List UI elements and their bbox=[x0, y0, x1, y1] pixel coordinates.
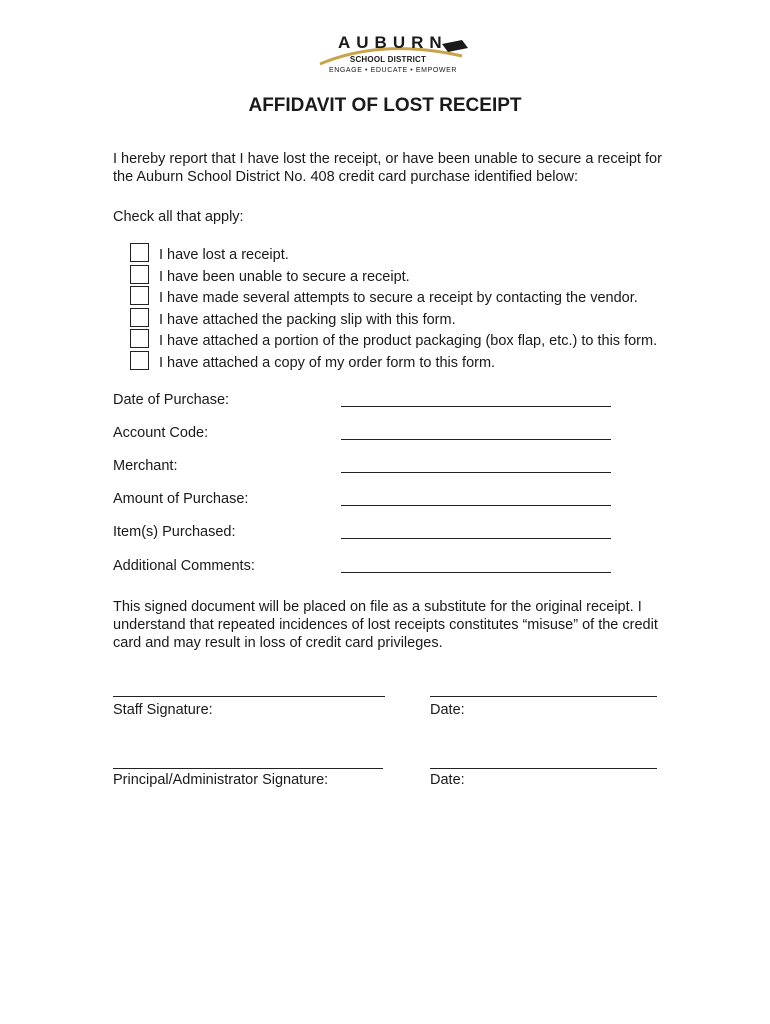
principal-signature-label: Principal/Administrator Signature: bbox=[113, 772, 329, 788]
checkbox-packing-slip[interactable] bbox=[130, 308, 149, 327]
additional-comments-input[interactable] bbox=[341, 572, 611, 573]
amount-of-purchase-input[interactable] bbox=[341, 505, 611, 506]
checklist-label: I have attached the packing slip with this form. bbox=[159, 311, 456, 328]
items-purchased-input[interactable] bbox=[341, 538, 611, 539]
checklist-label: I have been unable to secure a receipt. bbox=[159, 268, 410, 285]
page-title: AFFIDAVIT OF LOST RECEIPT bbox=[248, 95, 522, 116]
principal-date-label: Date: bbox=[430, 772, 465, 788]
checkbox-unable-to-secure[interactable] bbox=[130, 265, 149, 284]
field-label: Item(s) Purchased: bbox=[113, 524, 236, 540]
field-additional-comments bbox=[113, 558, 613, 578]
logo-subtitle: SCHOOL DISTRICT bbox=[349, 55, 427, 64]
field-merchant bbox=[113, 458, 613, 478]
intro-paragraph: I hereby report that I have lost the receipt, or have been unable to secure a receipt for the Auburn School District No. 408 credit card purchase identified below: bbox=[113, 151, 662, 185]
checklist-label: I have attached a copy of my order form to this form. bbox=[159, 354, 496, 371]
date-of-purchase-input[interactable] bbox=[341, 406, 611, 407]
checkbox-contacted-vendor[interactable] bbox=[130, 286, 149, 305]
checklist-label: I have lost a receipt. bbox=[159, 247, 289, 263]
field-label: Additional Comments: bbox=[113, 558, 255, 574]
checkbox-product-packaging[interactable] bbox=[130, 329, 149, 348]
field-items-purchased bbox=[113, 524, 613, 544]
field-label: Account Code: bbox=[113, 425, 209, 441]
principal-signature-line[interactable] bbox=[113, 768, 383, 769]
account-code-input[interactable] bbox=[341, 439, 611, 440]
field-label: Date of Purchase: bbox=[113, 392, 230, 408]
field-date-of-purchase bbox=[113, 392, 613, 412]
logo-wordmark: AUBURN bbox=[338, 33, 448, 52]
logo-tagline: ENGAGE • EDUCATE • EMPOWER bbox=[328, 67, 458, 74]
field-account-code bbox=[113, 425, 613, 445]
staff-signature-label: Staff Signature: bbox=[113, 702, 213, 718]
checkbox-lost-receipt[interactable] bbox=[130, 243, 149, 262]
merchant-input[interactable] bbox=[341, 472, 611, 473]
check-all-instruction: Check all that apply: bbox=[113, 209, 244, 225]
checklist-label: I have made several attempts to secure a receipt by contacting the vendor. bbox=[159, 290, 638, 306]
staff-date-label: Date: bbox=[430, 702, 465, 718]
checklist-label: I have attached a portion of the product packaging (box flap, etc.) to this form. bbox=[159, 333, 658, 349]
closing-paragraph: This signed document will be placed on file as a substitute for the original receipt. I understand that repeated incidences of lost receipts constitutes “misuse” of the credit card and may result in loss of credit card privileges. bbox=[113, 599, 658, 651]
staff-date-line[interactable] bbox=[430, 696, 657, 697]
checkbox-order-form[interactable] bbox=[130, 351, 149, 370]
field-label: Amount of Purchase: bbox=[113, 491, 249, 507]
field-label: Merchant: bbox=[113, 458, 178, 474]
principal-date-line[interactable] bbox=[430, 768, 657, 769]
staff-signature-line[interactable] bbox=[113, 696, 385, 697]
field-amount-of-purchase bbox=[113, 491, 613, 511]
